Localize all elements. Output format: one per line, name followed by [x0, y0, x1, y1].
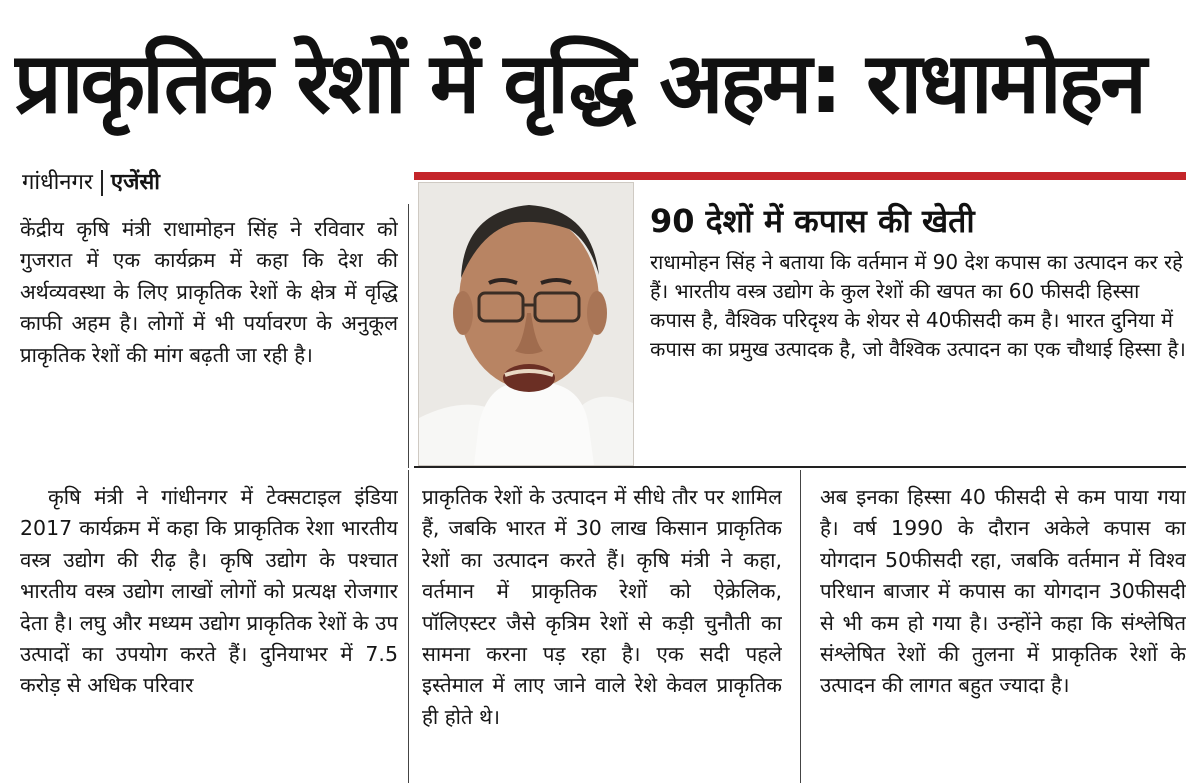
column-divider: [408, 204, 409, 468]
sidebar-bottom-rule: [414, 466, 1186, 468]
article-column-3: [820, 482, 1186, 782]
article-paragraph: प्राकृतिक रेशों के उत्पादन में सीधे तौर पर शामिल हैं, जबकि भारत में 30 लाख किसान प्राकृतिक रेशों का उत्पादन करते हैं। कृषि मंत्री ने कहा, वर्तमान में प्राकृतिक रेशों को ऐक्रेलिक, पॉलिएस्टर जैसे कृत्रिम रेशों से कड़ी चुनौती का सामना करना पड़ रहा है। एक सदी पहले इस्तेमाल में लाए जाने वाले रेशे केवल प्राकृतिक ही होते थे।: [422, 485, 782, 729]
sidebar-top-rule: [414, 172, 1186, 180]
article-column-2: [422, 482, 782, 782]
column-divider: [408, 470, 409, 783]
article-paragraph: अब इनका हिस्सा 40 फीसदी से कम पाया गया है। वर्ष 1990 के दौरान अकेले कपास का योगदान 50फीसदी रहा, जबकि वर्तमान में विश्व परिधान बाजार में कपास का योगदान 30फीसदी से भी कम हो गया है। उन्होंने कहा कि संश्लेषित संश्लेषित रेशों की तुलना में प्राकृतिक रेशों के उत्पादन की लागत बहुत ज्यादा है।: [820, 485, 1186, 698]
sidebar-title: 90 देशों में कपास की खेती: [650, 202, 975, 240]
dateline-place: गांधीनगर: [22, 170, 93, 195]
sidebar-box: [650, 196, 1190, 464]
minister-photo: [418, 182, 634, 466]
article-column-1-bottom: [20, 482, 398, 782]
dateline-separator: [101, 170, 103, 196]
headline: प्राकृतिक रेशों में वृद्धि अहम: राधामोहन: [14, 34, 1144, 132]
column-divider: [800, 470, 801, 783]
portrait-illustration: [419, 183, 633, 465]
article-paragraph: कृषि मंत्री ने गांधीनगर में टेक्सटाइल इंडिया 2017 कार्यक्रम में कहा कि प्राकृतिक रेशा भारतीय वस्त्र उद्योग की रीढ़ है। कृषि उद्योग के पश्चात भारतीय वस्त्र उद्योग लाखों लोगों को प्रत्यक्ष रोजगार देता है। लघु और मध्यम उद्योग प्राकृतिक रेशों के उप उत्पादों का उपयोग करते हैं। दुनियाभर में 7.5 करोड़ से अधिक परिवार: [20, 485, 398, 698]
dateline: [22, 166, 160, 200]
dateline-agency: एजेंसी: [110, 170, 160, 195]
sidebar-text: राधामोहन सिंह ने बताया कि वर्तमान में 90 देश कपास का उत्पादन कर रहे हैं। भारतीय वस्त्र उद्योग के कुल रेशों की खपत का 60 फीसदी हिस्सा कपास है, वैश्विक परिदृश्य के शेयर से 40फीसदी कम है। भारत दुनिया में कपास का प्रमुख उत्पादक है, जो वैश्विक उत्पादन का एक चौथाई हिस्सा है।: [650, 250, 1186, 361]
article-paragraph: केंद्रीय कृषि मंत्री राधामोहन सिंह ने रविवार को गुजरात में एक कार्यक्रम में कहा कि देश की अर्थव्यवस्था के लिए प्राकृतिक रेशों के क्षेत्र में वृद्धि काफी अहम है। लोगों में भी पर्यावरण के अनुकूल प्राकृतिक रेशों की मांग बढ़ती जा रही है।: [20, 217, 398, 367]
article-column-1-top: [20, 214, 398, 482]
